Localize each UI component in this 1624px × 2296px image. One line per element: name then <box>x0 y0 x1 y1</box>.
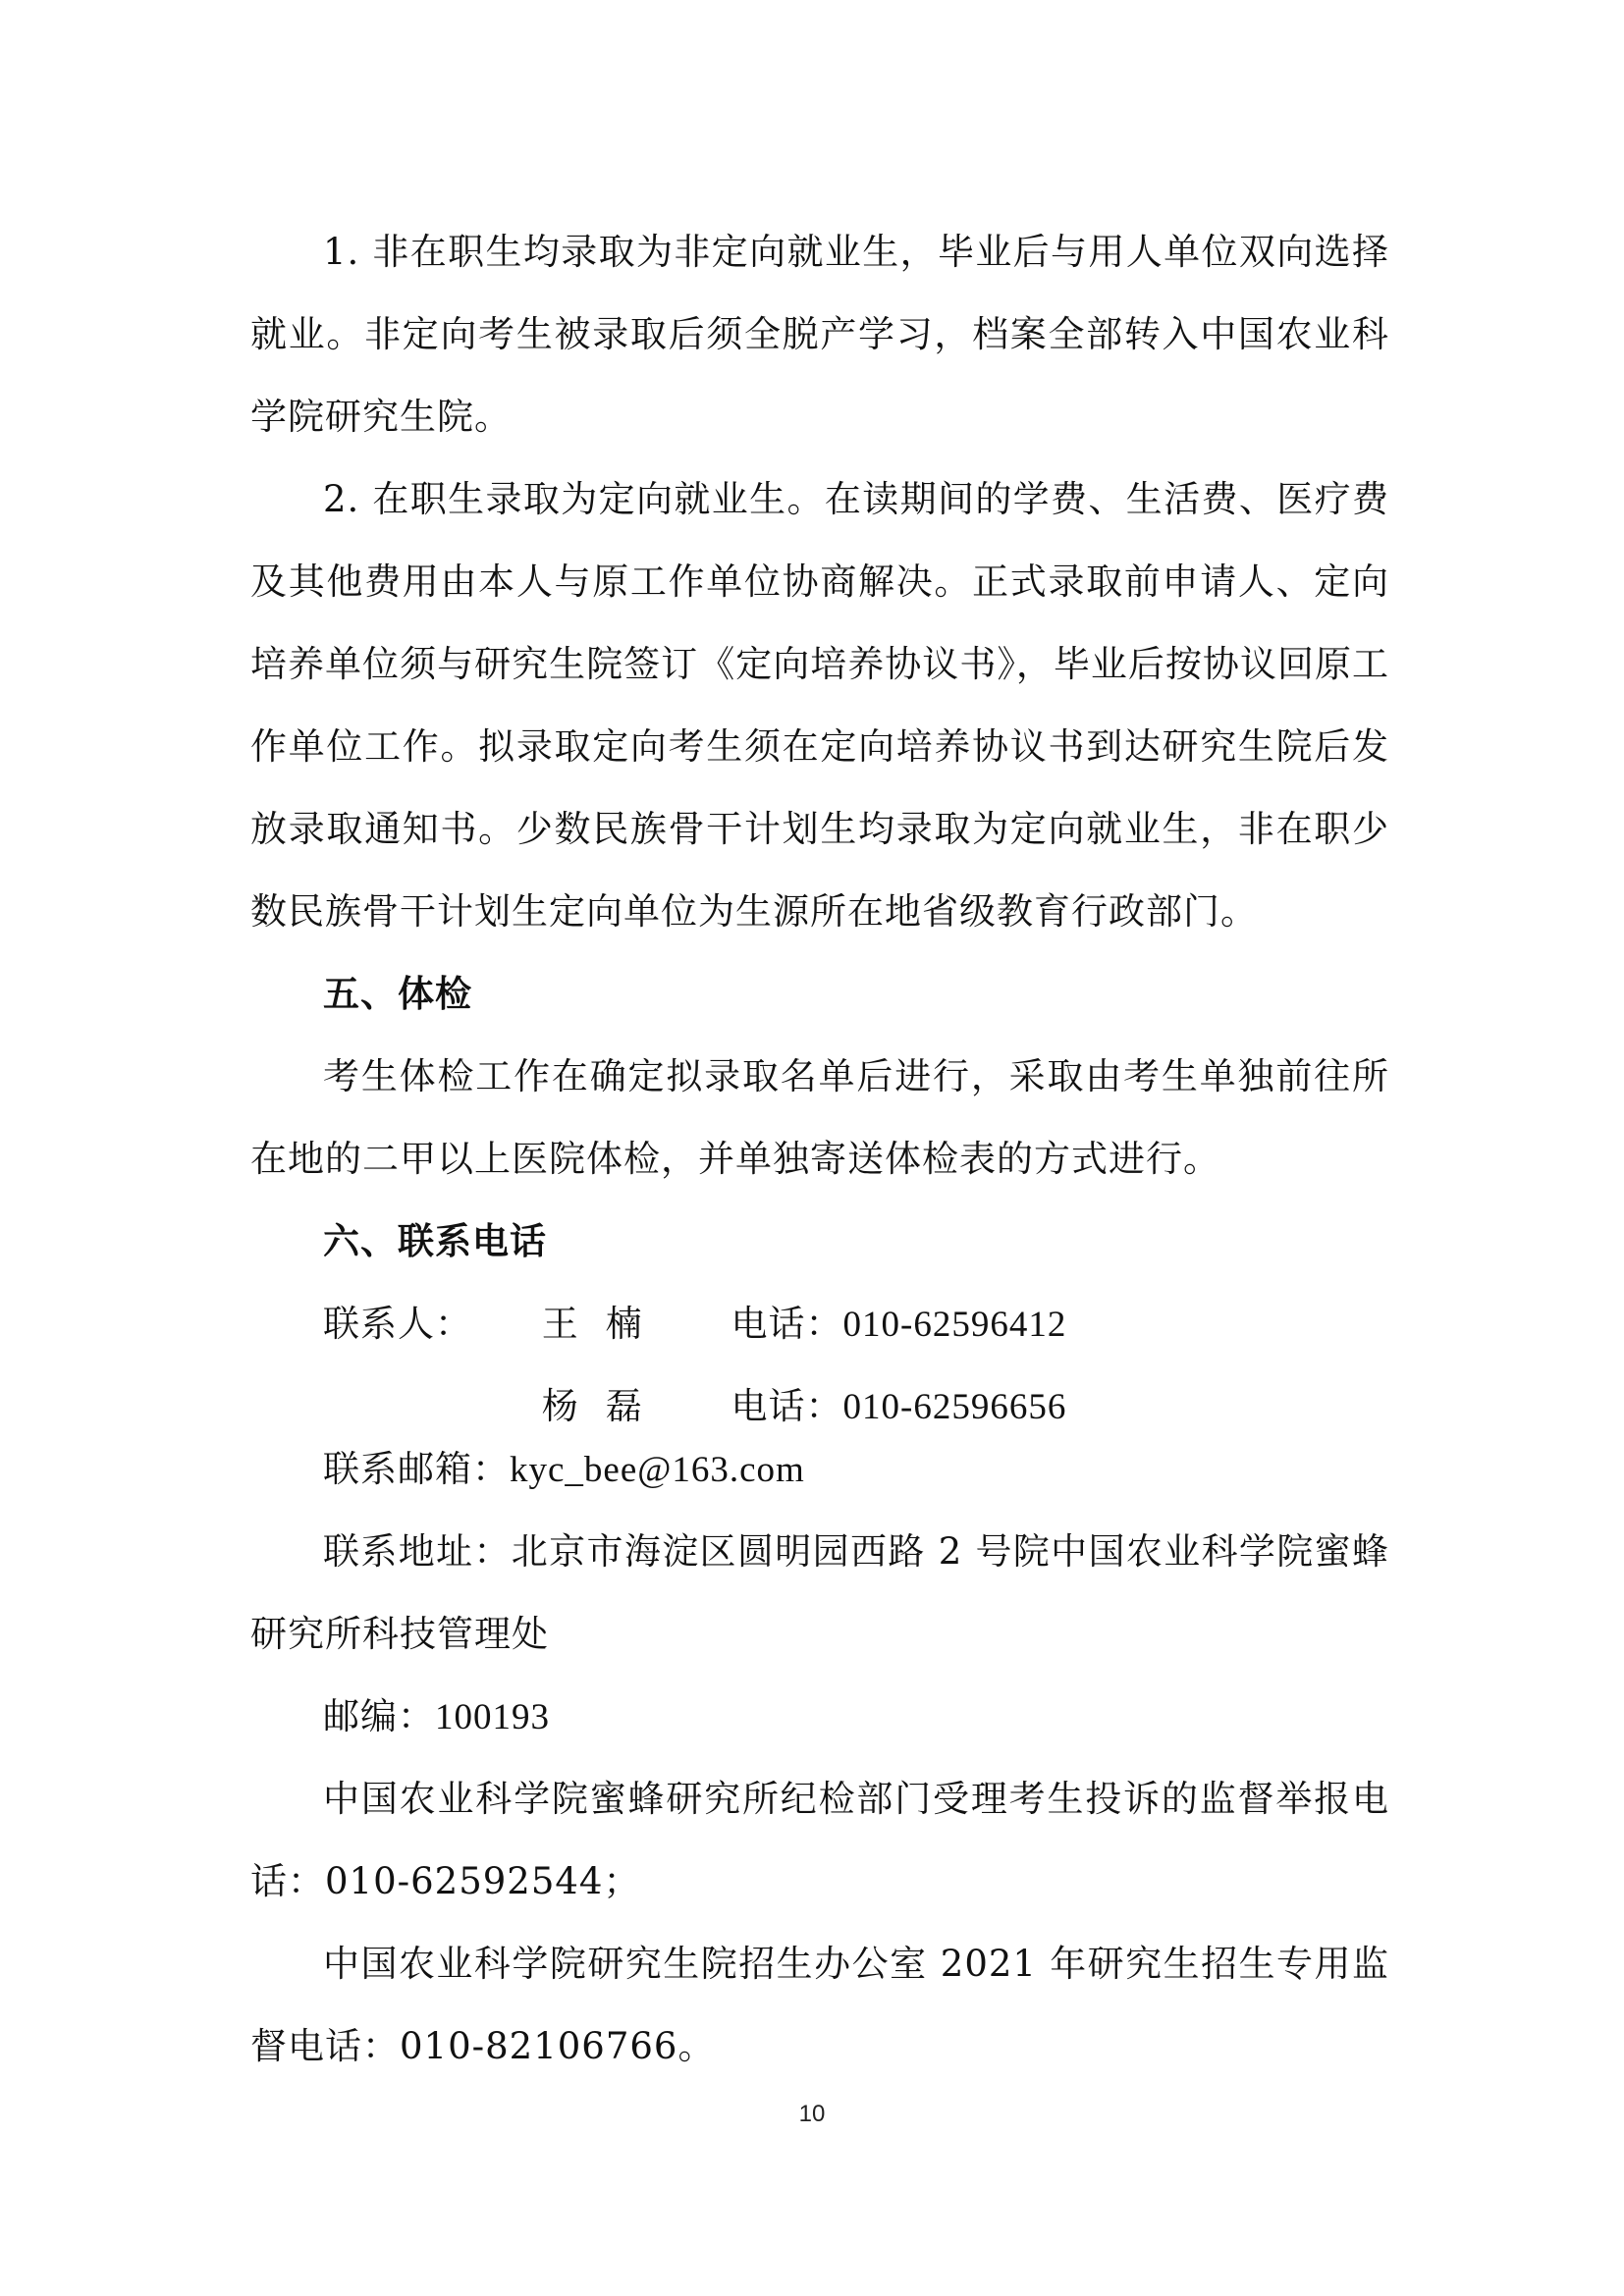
email-label: 联系邮箱： <box>323 1448 510 1490</box>
paragraph-directed-admission: 2. 在职生录取为定向就业生。在读期间的学费、生活费、医疗费及其他费用由本人与原工作单位协商解决。正式录取前申请人、定向培养单位须与研究生院签订《定向培养协议书》，毕业后按协议回原工作单位工作。拟录取定向考生须在定向培养协议书到达研究生院后发放录取通知书。少数民族骨干计划生均录取为定向就业生，非在职少数民族骨干计划生定向单位为生源所在地省级教育行政部门。 <box>250 478 1389 933</box>
contact-phone: 电话：010-62596656 <box>731 1387 1067 1427</box>
report-phone-paragraph: 中国农业科学院蜜蜂研究所纪检部门受理考生投诉的监督举报电话：010-62592544； <box>250 1778 1389 1902</box>
contact-name: 杨磊 <box>541 1385 670 1427</box>
contact-name: 王楠 <box>541 1303 670 1345</box>
zipcode-label: 邮编： <box>323 1695 435 1737</box>
email-address: kyc_bee@163.com <box>510 1450 805 1490</box>
contact-row <box>323 1283 1066 1366</box>
supervision-phone-paragraph: 中国农业科学院研究生院招生办公室 2021 年研究生招生专用监督电话：010-82106766。 <box>250 1943 1389 2067</box>
heading-contact-phone: 六、联系电话 <box>323 1220 547 1262</box>
paragraph-physical-exam: 考生体检工作在确定拟录取名单后进行，采取由考生单独前往所在地的二甲以上医院体检，并单独寄送体检表的方式进行。 <box>250 1055 1389 1180</box>
address-paragraph: 联系地址：北京市海淀区圆明园西路 2 号院中国农业科学院蜜蜂研究所科技管理处 <box>250 1530 1389 1655</box>
zipcode-row <box>323 1676 550 1759</box>
heading-physical-exam: 五、体检 <box>323 973 472 1015</box>
contact-phone: 电话：010-62596412 <box>731 1305 1067 1345</box>
zipcode-value: 100193 <box>435 1697 550 1737</box>
paragraph-non-directed-admission: 1. 非在职生均录取为非定向就业生，毕业后与用人单位双向选择就业。非定向考生被录取后须全脱产学习，档案全部转入中国农业科学院研究生院。 <box>250 231 1389 438</box>
email-row <box>323 1428 805 1512</box>
page-number: 10 <box>798 2101 826 2127</box>
contact-label: 联系人： <box>323 1303 472 1345</box>
